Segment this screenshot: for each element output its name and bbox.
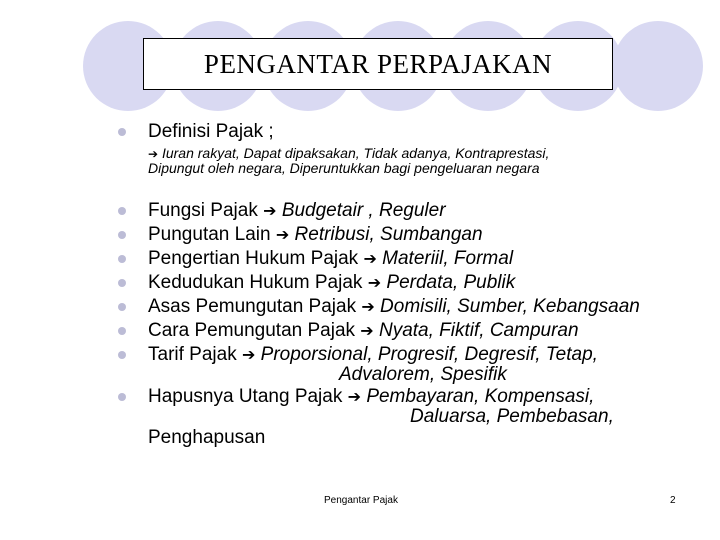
arrow-right-icon: ➔ — [148, 147, 159, 161]
arrow-right-icon: ➔ — [367, 273, 382, 292]
list-item: Hapusnya Utang Pajak ➔ Pembayaran, Kompensasi, — [148, 386, 595, 407]
list-item-continuation: Daluarsa, Pembebasan, — [410, 406, 614, 427]
slide-title: PENGANTAR PERPAJAKAN — [203, 48, 553, 79]
bullet-icon — [118, 279, 126, 287]
page-number: 2 — [670, 495, 676, 506]
list-item-continuation: Advalorem, Spesifik — [339, 364, 507, 385]
definition-label: Definisi Pajak ; — [148, 121, 274, 142]
arrow-right-icon: ➔ — [263, 201, 277, 220]
list-item: Fungsi Pajak ➔ Budgetair , Reguler — [148, 200, 446, 221]
decorative-circle — [613, 21, 703, 111]
list-item: Tarif Pajak ➔ Proporsional, Progresif, Degresif, Tetap, — [148, 344, 598, 365]
bullet-icon — [118, 303, 126, 311]
bullet-icon — [118, 255, 126, 263]
bullet-icon — [118, 393, 126, 401]
bullet-icon — [118, 128, 126, 136]
definition-detail-line2: Dipungut oleh negara, Diperuntukkan bagi pengeluaran negara — [148, 160, 540, 176]
slide-title-box — [143, 38, 613, 90]
list-item: Pengertian Hukum Pajak ➔ Materiil, Formal — [148, 248, 514, 269]
arrow-right-icon: ➔ — [347, 387, 362, 406]
arrow-right-icon: ➔ — [363, 249, 377, 268]
arrow-right-icon: ➔ — [360, 321, 374, 340]
arrow-right-icon: ➔ — [241, 345, 256, 364]
list-item: Cara Pemungutan Pajak ➔ Nyata, Fiktif, Campuran — [148, 320, 579, 341]
list-item: Asas Pemungutan Pajak ➔ Domisili, Sumber, Kebangsaan — [148, 296, 640, 317]
list-item: Pungutan Lain ➔ Retribusi, Sumbangan — [148, 224, 483, 245]
arrow-right-icon: ➔ — [275, 225, 290, 244]
footer-text: Pengantar Pajak — [324, 495, 398, 506]
bullet-icon — [118, 231, 126, 239]
bullet-icon — [118, 327, 126, 335]
arrow-right-icon: ➔ — [361, 297, 375, 316]
definition-detail-line1: ➔ Iuran rakyat, Dapat dipaksakan, Tidak adanya, Kontraprestasi, — [148, 145, 550, 161]
bullet-icon — [118, 351, 126, 359]
list-item: Kedudukan Hukum Pajak ➔ Perdata, Publik — [148, 272, 516, 293]
list-item-continuation: Penghapusan — [148, 427, 266, 448]
bullet-icon — [118, 207, 126, 215]
